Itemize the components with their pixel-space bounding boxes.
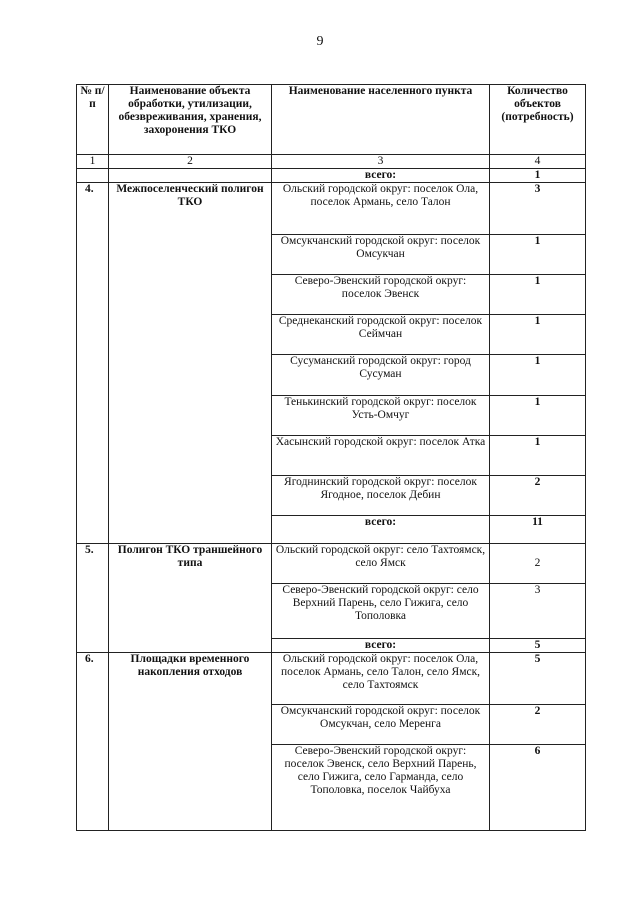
column-number: 4 xyxy=(490,155,586,169)
total-value: 1 xyxy=(490,169,586,183)
locality-cell: Тенькинский городской округ: поселок Усть-Омчуг xyxy=(272,396,490,436)
total-label: всего: xyxy=(272,516,490,544)
quantity-cell: 6 xyxy=(490,745,586,831)
header-quantity: Количество объектов (потребность) xyxy=(490,85,586,155)
quantity-cell: 1 xyxy=(490,275,586,315)
locality-cell: Северо-Эвенский городской округ: село Верхний Парень, село Гижига, село Тополовка xyxy=(272,584,490,639)
locality-cell: Омсукчанский городской округ: поселок Омсукчан xyxy=(272,235,490,275)
page-number: 9 xyxy=(316,34,324,49)
locality-cell: Среднеканский городской округ: поселок Сеймчан xyxy=(272,315,490,355)
locality-cell: Северо-Эвенский городской округ: поселок Эвенск, село Верхний Парень, село Гижига, село Гарманда, село Тополовка, поселок Чайбуха xyxy=(272,745,490,831)
total-value: 5 xyxy=(490,639,586,653)
table-header-row xyxy=(77,85,586,155)
header-num: № п/п xyxy=(77,85,109,155)
quantity-cell: 1 xyxy=(490,235,586,275)
table-row xyxy=(77,653,586,705)
table-row xyxy=(77,183,586,235)
quantity-cell: 1 xyxy=(490,355,586,396)
row-number: 6. xyxy=(77,653,109,831)
locality-cell: Омсукчанский городской округ: поселок Омсукчан, село Меренга xyxy=(272,705,490,745)
quantity-cell: 5 xyxy=(490,653,586,705)
locality-cell: Ольский городской округ: поселок Ола, поселок Армань, село Талон, село Ямск, село Тахтоямск xyxy=(272,653,490,705)
total-label: всего: xyxy=(272,639,490,653)
locality-cell: Северо-Эвенский городской округ: поселок Эвенск xyxy=(272,275,490,315)
quantity-cell: 3 xyxy=(490,584,586,639)
locality-cell: Ольский городской округ: село Тахтоямск, село Ямск xyxy=(272,544,490,584)
header-locality: Наименование населенного пункта xyxy=(272,85,490,155)
locality-cell: Ягоднинский городской округ: поселок Ягодное, поселок Дебин xyxy=(272,476,490,516)
column-number: 3 xyxy=(272,155,490,169)
quantity-cell: 3 xyxy=(490,183,586,235)
quantity-cell: 1 xyxy=(490,315,586,355)
column-numbers-row xyxy=(77,155,586,169)
table-row xyxy=(77,544,586,584)
previous-total-row xyxy=(77,169,586,183)
quantity-cell: 1 xyxy=(490,396,586,436)
waste-facilities-table xyxy=(76,84,586,831)
object-name: Межпоселенческий полигон ТКО xyxy=(109,183,272,544)
object-name: Полигон ТКО траншейного типа xyxy=(109,544,272,653)
quantity-cell: 2 xyxy=(490,476,586,516)
quantity-cell: 2 xyxy=(490,544,586,584)
locality-cell: Ольский городской округ: поселок Ола, поселок Армань, село Талон xyxy=(272,183,490,235)
locality-cell: Хасынский городской округ: поселок Атка xyxy=(272,436,490,476)
column-number: 1 xyxy=(77,155,109,169)
locality-cell: Сусуманский городской округ: город Сусуман xyxy=(272,355,490,396)
quantity-cell: 1 xyxy=(490,436,586,476)
column-number: 2 xyxy=(109,155,272,169)
row-number: 4. xyxy=(77,183,109,544)
header-object: Наименование объекта обработки, утилизации, обезвреживания, хранения, захоронения ТКО xyxy=(109,85,272,155)
object-name: Площадки временного накопления отходов xyxy=(109,653,272,831)
total-label: всего: xyxy=(272,169,490,183)
row-number: 5. xyxy=(77,544,109,653)
quantity-cell: 2 xyxy=(490,705,586,745)
total-value: 11 xyxy=(490,516,586,544)
